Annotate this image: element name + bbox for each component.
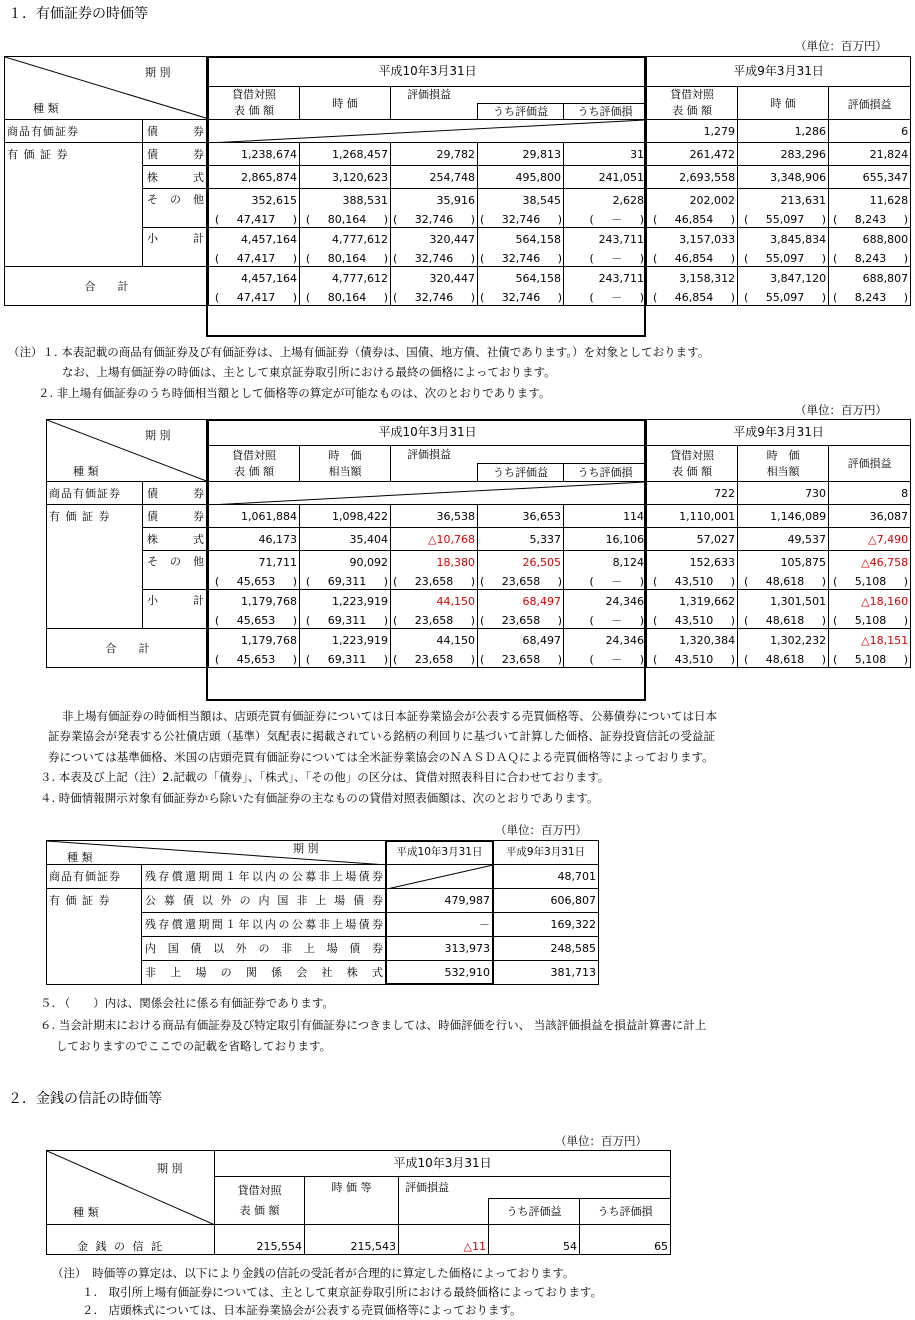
diagonal-line [209,120,645,143]
cell-affiliate-value-prior: ( 48,618 ) [738,652,829,668]
cell-value-prior: △18,151 [829,629,911,652]
cell-affiliate-value-prior: ( 55,097 ) [738,251,829,267]
cell-affiliate-value: ( 45,653 ) [209,574,300,590]
cell-affiliate-value: ( 47,417 ) [209,290,300,306]
cell-affiliate-value: ( 23,658 ) [478,574,564,590]
cell-value: 65 [580,1225,671,1255]
cell-value: 68,497 [478,590,564,613]
col-gain-4: うち評価益 [489,1199,580,1225]
col-valuation-prior-2: 評価損益 [829,446,911,482]
row-category [5,189,143,228]
cell-value-prior: 202,002 [647,189,738,212]
header-kind-label-4: 種 類 [73,1206,99,1219]
cell-value: 3,120,623 [300,166,391,189]
cell-value: 532,910 [387,961,493,985]
row-category: 有 価 証 券 [5,143,143,166]
row-item: 債 券 [143,143,209,166]
cell-value: 564,158 [478,228,564,251]
table-row [47,1225,671,1255]
cell-affiliate-value-prior: ( 5,108 ) [829,574,911,590]
cell-value: 46,173 [209,528,300,551]
cell-value: 1,098,422 [300,505,391,528]
cell-value: 16,106 [564,528,647,551]
cell-affiliate-value: ( 80,164 ) [300,290,391,306]
row-item: 株 式 [143,528,209,551]
row-category [47,590,143,629]
cell-affiliate-value: ( 32,746 ) [391,290,478,306]
note-3-2: ６. 当会計期末における商品有価証券及び特定取引有価証券につきましては、時価評価を行い、 当該評価損益を損益計算書に計上 [40,1018,707,1032]
cell-value-prior: 730 [738,482,829,505]
row-category: 有 価 証 券 [47,505,143,528]
col-market-value-prior: 時 価 [738,87,829,120]
row-category [47,961,142,985]
cell-affiliate-value: ( － ) [564,290,647,306]
row-item: 公募債以外の内国非上場債券 [142,889,387,913]
period-prior-header-2: 平成9年3月31日 [647,420,911,446]
note-3-1: ５. （ ）内は、関係会社に係る有価証券であります。 [40,996,334,1010]
cell-value: 38,545 [478,189,564,212]
cell-value: 495,800 [478,166,564,189]
cell-affiliate-value: ( 32,746 ) [391,251,478,267]
cell-value: 241,051 [564,166,647,189]
table-row [47,551,911,574]
cell-value: 4,457,164 [209,267,300,290]
cell-value: 1,223,919 [300,629,391,652]
note-3-3: しておりますのでここでの記載を省略しております。 [56,1039,332,1053]
cell-value: 2,628 [564,189,647,212]
cell-value: 71,711 [209,551,300,574]
cell-value: 479,987 [387,889,493,913]
period-current-header-2: 平成10年3月31日 [209,420,647,446]
cell-value-prior: 655,347 [829,166,911,189]
table-row [47,590,911,613]
note-2-1: 非上場有価証券の時価相当額は、店頭売買有価証券については日本証券業協会が公表する売買価格等、公募債券については日本 [62,709,718,723]
col-market-value-4: 時 価 等 [305,1177,399,1225]
cell-value-prior: 1,319,662 [647,590,738,613]
cell-value-prior: 3,845,834 [738,228,829,251]
cell-value: 4,777,612 [300,228,391,251]
cell-value-prior: 152,633 [647,551,738,574]
table-row [47,482,911,505]
cell-value: 29,813 [478,143,564,166]
row-item: 債 券 [143,120,209,143]
row-category: 商品有価証券 [5,120,143,143]
cell-value-prior: 8 [829,482,911,505]
note-1-2: なお、上場有価証券の時価は、主として東京証券取引所における最終の価格によっております。 [62,365,556,379]
cell-affiliate-value-prior: ( 5,108 ) [829,613,911,629]
col-loss-4: うち評価損 [580,1199,671,1225]
row-item: 残存償還期間１年以内の公募非上場債券 [142,865,387,889]
col-book-value-4: 貸借対照 表 価 額 [215,1177,305,1225]
cell-affiliate-value: ( － ) [564,251,647,267]
row-category [47,551,143,590]
row-category [47,937,142,961]
cell-value: 90,092 [300,551,391,574]
note-4-3: ２. 店頭株式については、日本証券業協会が公表する売買価格等によっております。 [82,1303,522,1317]
row-category [5,228,143,267]
excluded-securities-table [46,840,599,985]
col-valuation-total-blank [391,103,478,120]
cell-value: － [387,913,493,937]
note-2-2: 証券業協会が発表する公社債店頭（基準）気配表に掲載されている銘柄の利回りに基づいて計算した価格、証券投資信託の受益証 [48,729,715,743]
row-total-label: 合 計 [5,267,209,306]
col-book-value-prior-2: 貸借対照 表 価 額 [647,446,738,482]
not-applicable-cell [209,482,647,505]
cell-value-prior: 1,302,232 [738,629,829,652]
cell-value-prior: 36,087 [829,505,911,528]
cell-value: 313,973 [387,937,493,961]
cell-value: 29,782 [391,143,478,166]
note-2-4: ３. 本表及び上記（注）2.記載の「債券」、「株式」、「その他」の区分は、貸借対照表科目に合わせております。 [40,770,610,784]
period-current-header-3: 平成10年3月31日 [387,841,493,865]
cell-affiliate-value-prior: ( 55,097 ) [738,212,829,228]
unit-label-3: （単位：百万円） [495,823,587,837]
cell-value: 8,124 [564,551,647,574]
cell-affiliate-value: ( 23,658 ) [391,574,478,590]
money-trust-table [46,1150,671,1255]
cell-affiliate-value-prior: ( 48,618 ) [738,613,829,629]
row-category [47,528,143,551]
cell-value-prior: 11,628 [829,189,911,212]
cell-value-prior: 1,110,001 [647,505,738,528]
cell-affiliate-value-prior: ( 46,854 ) [647,251,738,267]
section1-title: １．有価証券の時価等 [8,6,148,22]
col-loss: うち評価損 [564,103,647,120]
cell-value-prior: 261,472 [647,143,738,166]
cell-affiliate-value-prior: ( 8,243 ) [829,290,911,306]
header-kind-label-2: 種 類 [73,465,99,478]
cell-affiliate-value-prior: ( 46,854 ) [647,212,738,228]
header-period-label-4: 期 別 [157,1162,183,1175]
cell-value: 114 [564,505,647,528]
table-row [47,528,911,551]
cell-value: 1,238,674 [209,143,300,166]
note-4-2: １. 取引所上場有価証券については、主として東京証券取引所における最終価格によっております。 [82,1285,603,1299]
cell-affiliate-value: ( － ) [564,574,647,590]
col-market-equivalent-prior: 時 価 相当額 [738,446,829,482]
col-market-equivalent: 時 価 相当額 [300,446,391,482]
cell-value: 2,865,874 [209,166,300,189]
cell-affiliate-value: ( 23,658 ) [391,652,478,668]
cell-value: 44,150 [391,629,478,652]
cell-affiliate-value: ( 45,653 ) [209,652,300,668]
row-item: 残存償還期間１年以内の公募非上場債券 [142,913,387,937]
cell-value: 243,711 [564,267,647,290]
note-2-5: ４. 時価情報開示対象有価証券から除いた有価証券の主なものの貸借対照表価額は、次のとおりであります。 [40,791,599,805]
cell-value: 4,457,164 [209,228,300,251]
col-valuation-total-blank-4 [399,1199,489,1225]
unit-label-2: （単位：百万円） [795,403,887,417]
cell-value: 1,179,768 [209,590,300,613]
cell-value: 388,531 [300,189,391,212]
diagonal-line [209,482,645,505]
cell-value-prior: 688,807 [829,267,911,290]
row-item: そ の 他 [143,551,209,590]
col-book-value: 貸借対照 表 価 額 [209,87,300,120]
cell-affiliate-value: ( 69,311 ) [300,652,391,668]
not-applicable-cell [209,120,647,143]
cell-value: △11 [399,1225,489,1255]
cell-affiliate-value: ( 69,311 ) [300,574,391,590]
unit-label-1: （単位：百万円） [795,39,887,53]
cell-value: △10,768 [391,528,478,551]
cell-affiliate-value: ( 32,746 ) [478,290,564,306]
cell-value-prior: 722 [647,482,738,505]
cell-affiliate-value: ( 47,417 ) [209,251,300,267]
table-row [5,120,911,143]
cell-value: 320,447 [391,228,478,251]
cell-value-prior: 248,585 [493,937,599,961]
cell-affiliate-value: ( － ) [564,613,647,629]
cell-value: 1,223,919 [300,590,391,613]
cell-value-prior: 283,296 [738,143,829,166]
cell-value-prior: 105,875 [738,551,829,574]
table-row [47,961,599,985]
securities-market-value-table [4,56,911,306]
col-gain: うち評価益 [478,103,564,120]
section2-title: ２．金銭の信託の時価等 [8,1091,162,1107]
cell-value: 31 [564,143,647,166]
header-corner-cell-4 [47,1151,215,1225]
cell-affiliate-value: ( 69,311 ) [300,613,391,629]
row-item: 株 式 [143,166,209,189]
table-row [5,143,911,166]
cell-affiliate-value-prior: ( 8,243 ) [829,212,911,228]
row-item: そ の 他 [143,189,209,228]
cell-value-prior: 6 [829,120,911,143]
cell-value: 254,748 [391,166,478,189]
header-corner-cell-3 [47,841,387,865]
cell-value: 1,179,768 [209,629,300,652]
col-valuation-2: 評価損益 [391,446,647,464]
cell-value-prior: 1,146,089 [738,505,829,528]
cell-affiliate-value-prior: ( 43,510 ) [647,613,738,629]
table-row [5,189,911,212]
cell-affiliate-value: ( 32,746 ) [478,212,564,228]
cell-affiliate-value: ( 45,653 ) [209,613,300,629]
row-item-money-trust: 金 銭 の 信 託 [47,1225,215,1255]
cell-value-prior: 1,279 [647,120,738,143]
cell-value-prior: △18,160 [829,590,911,613]
col-gain-2: うち評価益 [478,464,564,482]
table-row [47,937,599,961]
cell-value-prior: 3,157,033 [647,228,738,251]
cell-value-prior: 49,537 [738,528,829,551]
diagonal-line [387,865,493,889]
cell-value-prior: 3,158,312 [647,267,738,290]
cell-value-prior: 57,027 [647,528,738,551]
header-period-label-3: 期 別 [293,842,319,855]
cell-affiliate-value-prior: ( 5,108 ) [829,652,911,668]
cell-value: 215,543 [305,1225,399,1255]
unit-label-4: （単位：百万円） [555,1134,647,1148]
note-1-3: ２. 非上場有価証券のうち時価相当額として価格等の算定が可能なものは、次のとおりであります。 [38,386,551,400]
cell-value-prior: 2,693,558 [647,166,738,189]
cell-affiliate-value-prior: ( 48,618 ) [738,574,829,590]
header-corner-cell-2 [47,420,209,482]
cell-value-prior: 1,301,501 [738,590,829,613]
period-current-header: 平成10年3月31日 [209,57,647,87]
cell-value: 54 [489,1225,580,1255]
cell-affiliate-value: ( 23,658 ) [478,613,564,629]
cell-value: 36,538 [391,505,478,528]
row-item: 債 券 [143,482,209,505]
col-valuation-total-blank-2 [391,464,478,482]
cell-value: 320,447 [391,267,478,290]
table-row [47,889,599,913]
cell-value: 352,615 [209,189,300,212]
cell-value-prior: 688,800 [829,228,911,251]
table-row [5,166,911,189]
cell-value-prior: 21,824 [829,143,911,166]
cell-value: 24,346 [564,629,647,652]
cell-value-prior: 3,847,120 [738,267,829,290]
cell-affiliate-value-prior: ( 46,854 ) [647,290,738,306]
col-valuation: 評価損益 [391,87,647,104]
row-category: 商品有価証券 [47,865,142,889]
table-row [5,228,911,251]
col-loss-2: うち評価損 [564,464,647,482]
cell-value: 35,916 [391,189,478,212]
row-category [47,913,142,937]
cell-value: 35,404 [300,528,391,551]
table-row [47,629,911,652]
cell-affiliate-value: ( 23,658 ) [478,652,564,668]
row-item: 小 計 [143,590,209,629]
cell-value: 44,150 [391,590,478,613]
col-book-value-prior: 貸借対照 表 価 額 [647,87,738,120]
cell-value: 564,158 [478,267,564,290]
col-valuation-prior: 評価損益 [829,87,911,120]
cell-value: 5,337 [478,528,564,551]
row-total-label: 合 計 [47,629,209,668]
cell-affiliate-value: ( 32,746 ) [478,251,564,267]
cell-affiliate-value-prior: ( 43,510 ) [647,652,738,668]
row-item: 小 計 [143,228,209,267]
header-period-label-2: 期 別 [145,429,171,442]
cell-value-prior: 169,322 [493,913,599,937]
cell-affiliate-value: ( 80,164 ) [300,251,391,267]
cell-value: 1,268,457 [300,143,391,166]
table-row [47,505,911,528]
cell-affiliate-value: ( － ) [564,212,647,228]
row-item: 非上場の関係会社株式 [142,961,387,985]
cell-value: 243,711 [564,228,647,251]
col-book-value-2: 貸借対照 表 価 額 [209,446,300,482]
header-kind-label-3: 種 類 [67,851,93,864]
cell-value-prior: 213,631 [738,189,829,212]
cell-value-prior: 48,701 [493,865,599,889]
cell-affiliate-value: ( 23,658 ) [391,613,478,629]
cell-value: 215,554 [215,1225,305,1255]
cell-value: 4,777,612 [300,267,391,290]
table-row [47,865,599,889]
cell-value-prior: △7,490 [829,528,911,551]
row-category [5,166,143,189]
cell-affiliate-value-prior: ( 43,510 ) [647,574,738,590]
col-valuation-4: 評価損益 [399,1177,671,1199]
cell-value-prior: 606,807 [493,889,599,913]
note-4-1: （注） 時価等の算定は、以下により金銭の信託の受託者が合理的に算定した価格によっております。 [52,1266,575,1280]
unlisted-securities-value-table [46,419,911,668]
period-prior-header-3: 平成9年3月31日 [493,841,599,865]
row-item: 債 券 [143,505,209,528]
cell-affiliate-value: ( 32,746 ) [391,212,478,228]
cell-value-prior: 1,286 [738,120,829,143]
table-row [5,267,911,290]
cell-value-prior: △46,758 [829,551,911,574]
cell-value: 24,346 [564,590,647,613]
header-kind-label: 種 類 [33,102,59,115]
period-prior-header: 平成9年3月31日 [647,57,911,87]
note-1-1: （注）１. 本表記載の商品有価証券及び有価証券は、上場有価証券（債券は、国債、地方債、社債であります。）を対象としております。 [8,345,710,359]
cell-value-prior: 3,348,906 [738,166,829,189]
cell-affiliate-value: ( － ) [564,652,647,668]
cell-affiliate-value: ( 47,417 ) [209,212,300,228]
cell-value: 18,380 [391,551,478,574]
cell-value: 26,505 [478,551,564,574]
cell-affiliate-value: ( 80,164 ) [300,212,391,228]
header-corner-cell [5,57,209,120]
table-row [47,913,599,937]
header-period-label: 期 別 [145,66,171,79]
col-market-value: 時 価 [300,87,391,120]
cell-affiliate-value-prior: ( 55,097 ) [738,290,829,306]
note-2-3: 券については基準価格、米国の店頭売買有価証券については全米証券業協会のＮＡＳＤＡＱによる売買価格等によっております。 [48,750,714,764]
cell-value-prior: 1,320,384 [647,629,738,652]
cell-value-prior: 381,713 [493,961,599,985]
row-item: 内国債以外の非上場債券 [142,937,387,961]
cell-value: 1,061,884 [209,505,300,528]
cell-value: 68,497 [478,629,564,652]
row-category: 商品有価証券 [47,482,143,505]
row-category: 有 価 証 券 [47,889,142,913]
period-current-header-4: 平成10年3月31日 [215,1151,671,1177]
cell-affiliate-value-prior: ( 8,243 ) [829,251,911,267]
not-applicable-cell [387,865,493,889]
cell-value: 36,653 [478,505,564,528]
